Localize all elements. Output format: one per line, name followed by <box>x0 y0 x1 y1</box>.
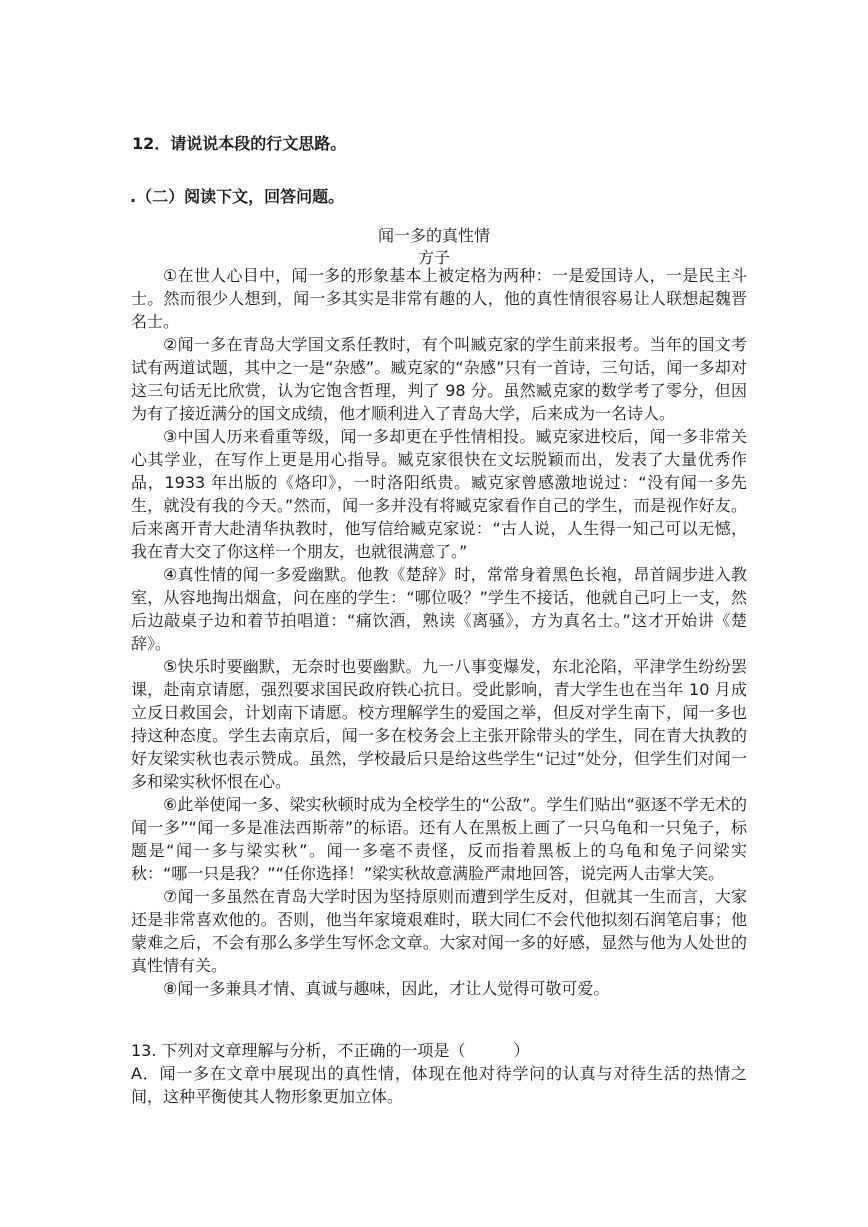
option-a: A．闻一多在文章中展现出的真性情，体现在他对待学问的认真与对待生活的热情之间，这种平衡使其人物形象更加立体。 <box>131 1064 747 1106</box>
section-heading: .（二）阅读下文，回答问题。 <box>130 187 345 206</box>
paragraph-5: ⑤快乐时要幽默，无奈时也要幽默。九一八事变爆发，东北沦陷，平津学生纷纷罢课，赴南京请愿，强烈要求国民政府铁心抗日。受此影响，青大学生也在当年 10 月成立反日救国会，计划南下请愿。校方理解学生的爱国之举，但反对学生南下，闻一多也持这种态度。学生去南京后，闻一多在校务会上主张开除带头的学生，同在青大执教的好友梁实秋也表示赞成。虽然，学校最后只是给这些学生“记过”处分，但学生们对闻一多和梁实秋怀恨在心。 <box>131 657 747 791</box>
paragraph-6: ⑥此举使闻一多、梁实秋顿时成为全校学生的“公敌”。学生们贴出“驱逐不学无术的闻一多”“闻一多是准法西斯蒂”的标语。还有人在黑板上画了一只乌龟和一只兔子，标题是“闻一多与梁实秋”。闻一多毫不责怪，反而指着黑板上的乌龟和兔子问梁实秋：“哪一只是我？”“任你选择！”梁实秋故意满脸严肃地回答，说完两人击掌大笑。 <box>131 795 747 883</box>
question-13-stem: 13. 下列对文章理解与分析，不正确的一项是（ ） <box>131 1041 530 1060</box>
question-13 <box>131 1039 747 1108</box>
article-body <box>131 264 747 1000</box>
paragraph-7: ⑦闻一多虽然在青岛大学时因为坚持原则而遭到学生反对，但就其一生而言，大家还是非常喜欢他的。否则，他当年家境艰难时，联大同仁不会代他拟刻石润笔启事；他蒙难之后，不会有那么多学生写怀念文章。大家对闻一多的好感，显然与他为人处世的真性情有关。 <box>131 887 747 975</box>
paragraph-3: ③中国人历来看重等级，闻一多却更在乎性情相投。臧克家进校后，闻一多非常关心其学业，在写作上更是用心指导。臧克家很快在文坛脱颖而出，发表了大量优秀作品，1933 年出版的《烙印》，一时洛阳纸贵。臧克家曾感激地说过：“没有闻一多先生，就没有我的今天。”然而，闻一多并没有将臧克家看作自己的学生，而是视作好友。后来离开青大赴清华执教时，他写信给臧克家说：“古人说，人生得一知己可以无憾，我在青大交了你这样一个朋友，也就很满意了。” <box>131 427 747 561</box>
article-title: 闻一多的真性情 <box>377 226 490 245</box>
paragraph-4: ④真性情的闻一多爱幽默。他教《楚辞》时，常常身着黑色长袍，昂首阔步进入教室，从容地掏出烟盒，问在座的学生：“哪位吸？”学生不接话，他就自己叼上一支，然后边敲桌子边和着节拍唱道：“痛饮酒，熟读《离骚》，方为真名士。”这才开始讲《楚辞》。 <box>131 565 747 653</box>
question-12: 12．请说说本段的行文思路。 <box>132 134 347 153</box>
paragraph-2: ②闻一多在青岛大学国文系任教时，有个叫臧克家的学生前来报考。当年的国文考试有两道试题，其中之一是“杂感”。臧克家的“杂感”只有一首诗，三句话，闻一多却对这三句话无比欣赏，认为它饱含哲理，判了 98 分。虽然臧克家的数学考了零分，但因为有了接近满分的国文成绩，他才顺利进入了青岛大学，后来成为一名诗人。 <box>131 335 747 423</box>
paragraph-1: ①在世人心目中，闻一多的形象基本上被定格为两种：一是爱国诗人，一是民主斗士。然而很少人想到，闻一多其实是非常有趣的人，他的真性情很容易让人联想起魏晋名士。 <box>131 266 747 331</box>
article-author: 方子 <box>417 248 450 267</box>
paragraph-8: ⑧闻一多兼具才情、真诚与趣味，因此，才让人觉得可敬可爱。 <box>163 979 610 998</box>
